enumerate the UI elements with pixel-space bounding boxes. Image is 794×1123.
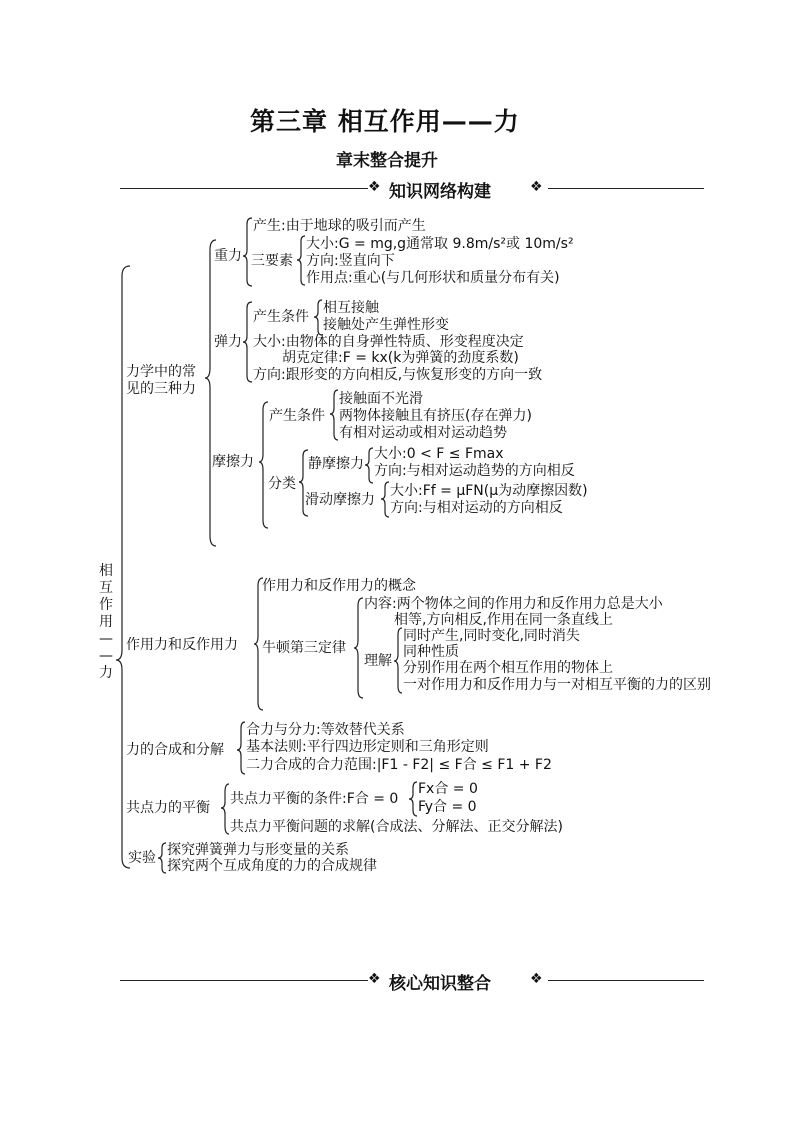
brace-experiment (158, 843, 166, 873)
experiment-label: 实验 (128, 850, 156, 866)
sliding-friction-label: 滑动摩擦力 (305, 492, 375, 508)
root-char: 用 (99, 614, 113, 630)
equilibrium-solve: 共点力平衡问题的求解(合成法、分解法、正交分解法) (230, 819, 563, 835)
composition-item-3: 二力合成的合力范围:|F1 - F2| ≤ F合 ≤ F1 + F2 (246, 757, 552, 773)
elastic-cond-label: 产生条件 (253, 309, 309, 325)
composition-item-2: 基本法则:平行四边形定则和三角形定则 (246, 739, 489, 755)
friction-cond-3: 有相对运动或相对运动趋势 (339, 425, 507, 441)
ornament-icon: ❖ (368, 179, 381, 195)
section-core-heading: 核心知识整合 (385, 969, 495, 994)
newton-content-1: 内容:两个物体之间的作用力和反作用力总是大小 (364, 596, 663, 612)
ornament-icon: ❖ (530, 179, 543, 195)
gravity-label: 重力 (214, 248, 242, 264)
experiment-item-2: 探究两个互成角度的力的合成规律 (167, 858, 377, 874)
brace-three-forces (205, 240, 216, 546)
friction-cond-label: 产生条件 (269, 408, 325, 424)
brace-friction (259, 402, 268, 528)
root-char: 互 (99, 580, 113, 596)
static-friction-label: 静摩擦力 (308, 456, 364, 472)
static-friction-size: 大小:0 < F ≤ Fmax (374, 446, 504, 462)
brace-composition (237, 722, 245, 774)
brace-static (365, 448, 373, 483)
elastic-size-1: 大小:由物体的自身弹性特质、形变程度决定 (253, 334, 524, 350)
ornament-icon: ❖ (530, 971, 543, 987)
newton-third-law-label: 牛顿第三定律 (262, 640, 346, 656)
chapter-subtitle: 章末整合提升 (336, 151, 438, 171)
composition-label: 力的合成和分解 (126, 742, 224, 758)
sliding-friction-direction: 方向:与相对运动的方向相反 (390, 500, 563, 516)
root-char: 力 (99, 665, 113, 681)
elastic-size-2: 胡克定律:F = kx(k为弹簧的劲度系数) (282, 350, 519, 366)
experiment-item-1: 探究弹簧弹力与形变量的关系 (167, 842, 349, 858)
equilibrium-fy: Fy合 = 0 (418, 799, 477, 815)
equilibrium-fx: Fx合 = 0 (418, 781, 478, 797)
static-friction-direction: 方向:与相对运动趋势的方向相反 (374, 463, 575, 479)
brace-root (116, 266, 130, 868)
brace-elastic-cond (314, 300, 322, 335)
gravity-size: 大小:G = mg,g通常取 9.8m/s²或 10m/s² (306, 236, 574, 252)
understand-item-1: 同时产生,同时变化,同时消失 (403, 628, 580, 644)
elastic-cond-1: 相互接触 (323, 300, 379, 316)
friction-cond-1: 接触面不光滑 (339, 391, 423, 407)
brace-equilibrium (221, 784, 229, 834)
friction-cond-2: 两物体接触且有挤压(存在弹力) (339, 408, 532, 424)
root-label (98, 563, 114, 682)
friction-label: 摩擦力 (212, 454, 254, 470)
equilibrium-condition: 共点力平衡的条件:F合 = 0 (230, 791, 399, 807)
gravity-point: 作用点:重心(与几何形状和质量分布有关) (306, 270, 560, 286)
root-char: 相 (99, 563, 113, 579)
brace-sliding (381, 482, 389, 517)
gravity-direction: 方向:竖直向下 (306, 253, 395, 269)
three-forces-label-line1: 力学中的常 (126, 364, 196, 380)
composition-item-1: 合力与分力:等效替代关系 (246, 722, 405, 738)
three-forces-label-line2: 见的三种力 (126, 381, 196, 397)
brace-elastic (243, 302, 252, 382)
brace-elements (297, 236, 305, 285)
brace-gravity (243, 218, 252, 286)
action-reaction-concept: 作用力和反作用力的概念 (262, 578, 416, 594)
elastic-direction: 方向:跟形变的方向相反,与恢复形变的方向一致 (253, 367, 543, 383)
brace-fxfy (409, 782, 417, 816)
gravity-origin: 产生:由于地球的吸引而产生 (253, 218, 426, 234)
understand-item-2: 同种性质 (403, 644, 459, 660)
sliding-friction-size: 大小:Ff = μFN(μ为动摩擦因数) (390, 483, 588, 499)
action-reaction-label: 作用力和反作用力 (126, 637, 238, 653)
elastic-cond-2: 接触处产生弹性形变 (323, 317, 449, 333)
understand-item-4: 一对作用力和反作用力与一对相互平衡的力的区别 (403, 677, 711, 693)
ornament-icon: ❖ (368, 971, 381, 987)
friction-class-label: 分类 (268, 476, 296, 492)
chapter-title: 第三章 相互作用——力 (250, 107, 520, 136)
understand-label: 理解 (364, 653, 392, 669)
root-char: 作 (99, 597, 113, 613)
brace-friction-cond (330, 390, 338, 440)
gravity-elements-label: 三要素 (251, 253, 293, 269)
brace-newton3 (354, 598, 363, 698)
equilibrium-label: 共点力的平衡 (126, 800, 210, 816)
root-char: — (99, 648, 113, 664)
brace-understand (394, 628, 402, 693)
newton-content-2: 相等,方向相反,作用在同一条直线上 (394, 612, 613, 628)
understand-item-3: 分别作用在两个相互作用的物体上 (403, 660, 613, 676)
section-network-heading: 知识网络构建 (385, 177, 495, 202)
root-char: — (99, 631, 113, 647)
elastic-label: 弹力 (214, 334, 242, 350)
